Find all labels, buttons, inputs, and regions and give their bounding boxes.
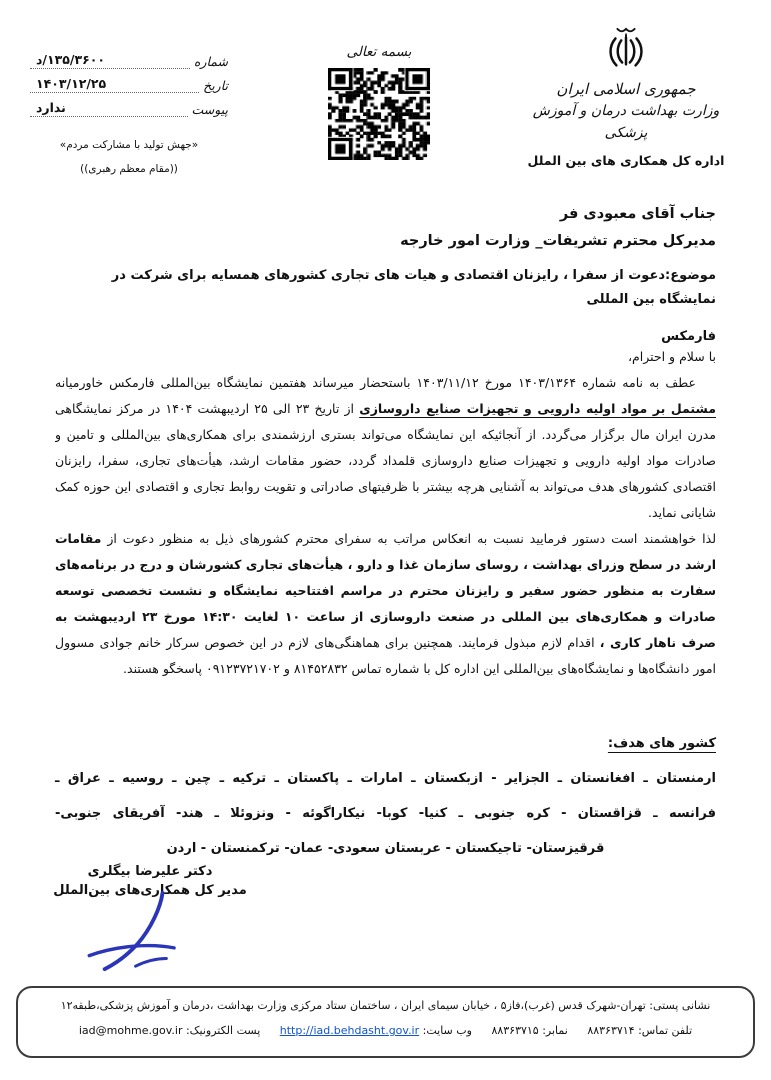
p1-text-before: عطف به نامه شماره ۱۴۰۳/۱۳۶۴ مورخ ۱۴۰۳/۱۱/۱۲ باستحضار میرساند هفتمین نمایشگاه بین‌المللی فارمکس خاورمیانه xyxy=(55,375,696,390)
p1-text-after: از تاریخ ۲۳ الی ۲۵ اردیبهشت ۱۴۰۴ در مرکز نمایشگاهی مدرن ایران مال برگزار می‌گردد. از آنجائیکه این نمایشگاه می‌تواند بستری ارزشمندی برای همکاری‌های بین‌المللی و تامین و صادرات مواد اولیه دارویی و تجهیزات صنایع داروسازی قلمداد گردد، حضور مقامات ارشد، هیأت‌های تجاری، سفرا، رایزنان اقتصادی کشورهای هدف می‌تواند به آشنایی هرچه بیشتر با ظرفیتهای صادراتی و تقویت روابط تجاری و اقتصادی این حوزه کمک شایانی نماید. xyxy=(55,401,716,520)
bismillah-text: بسمه تعالی xyxy=(346,44,412,60)
countries-line-2: فرانسه ـ قزاقستان - کره جنوبی ـ کنیا- کوبا- نیکاراگوئه - ونزوئلا ـ هند- آفریقای جنوبی- xyxy=(55,806,716,821)
footer-address-line xyxy=(38,993,733,1018)
address-label: نشانی پستی: xyxy=(649,999,711,1012)
header-center-block xyxy=(318,44,440,164)
paragraph-1 xyxy=(55,370,716,526)
address-value: تهران-شهرک قدس (غرب)،فاز۵ ، خیابان سیمای ایران ، ساختمان ستاد مرکزی وزارت بهداشت ،درمان و آموزش پزشکی،طبقه۱۲ xyxy=(60,999,646,1012)
year-slogan xyxy=(30,133,228,181)
org-name-office: اداره کل همکاری های بین الملل xyxy=(527,153,725,168)
p2-bold-text: مقامات ارشد در سطح وزرای بهداشت ، روسای سازمان غذا و دارو ، هیأت‌های تجاری کشورشان و درج در برنامه‌های سفارت به منظور حضور سفیر و رایزنان محترم در مراسم افتتاحیه نمایشگاه و نشست تخصصی توسعه صادرات و همکاری‌های بین المللی در صنعت داروسازی از ساعت ۱۰ لغایت ۱۴:۳۰ مورخ ۲۳ اردیبهشت به صرف ناهار کاری ، xyxy=(55,531,716,650)
fax-label: نمابر: xyxy=(542,1024,568,1037)
org-header-block xyxy=(517,26,735,168)
ref-number-value: ۱۳۵/۳۶۰۰/د xyxy=(30,52,190,69)
email-item xyxy=(79,1024,260,1037)
paragraph-2 xyxy=(55,526,716,682)
signer-title: مدیر کل همکاری‌های بین‌الملل xyxy=(53,883,247,898)
slogan-line1: «جهش تولید با مشارکت مردم» xyxy=(59,139,199,151)
p1-emphasized-text: مشتمل بر مواد اولیه دارویی و تجهیزات صنایع داروسازی xyxy=(359,401,716,416)
email-link[interactable]: iad@mohme.gov.ir xyxy=(78,1024,183,1037)
website-label: وب سایت: xyxy=(422,1024,472,1037)
reference-block xyxy=(30,52,228,181)
ref-attachment-row xyxy=(30,100,228,117)
ref-number-row xyxy=(30,52,228,69)
email-label: پست الکترونیک: xyxy=(185,1024,261,1037)
org-name-ministry: وزارت بهداشت درمان و آموزش پزشکی xyxy=(532,103,720,141)
website-link[interactable]: http://iad.behdasht.gov.ir xyxy=(279,1024,420,1037)
target-countries-block xyxy=(55,726,716,866)
phone-label: تلفن تماس: xyxy=(638,1024,693,1037)
target-countries-heading: کشور های هدف: xyxy=(607,736,716,751)
ref-date-label: تاریخ xyxy=(203,78,228,93)
p2-text-before: لذا خواهشمند است دستور فرمایید نسبت به انعکاس مراتب به سفرای محترم کشورهای ذیل به منظور دعوت از xyxy=(101,531,716,546)
fax-value: ۸۸۳۶۳۷۱۵ xyxy=(491,1024,539,1037)
ref-attachment-label: پیوست xyxy=(191,102,228,117)
org-name-republic: جمهوری اسلامی ایران xyxy=(556,80,696,98)
website-item xyxy=(280,1024,472,1037)
ref-date-row xyxy=(30,76,228,93)
signer-name: دکتر علیرضا بیگلری xyxy=(87,864,213,879)
footer-contact-line xyxy=(38,1018,733,1043)
p2-text-after: اقدام لازم مبذول فرمایند. همچنین برای هماهنگی‌های لازم در این خصوص سرکار خانم جوادی مسوول امور دانشگاه‌ها و نمایشگاه‌های بین‌المللی این اداره کل با شماره تماس ۸۱۴۵۲۸۳۲ و ۰۹۱۲۳۷۲۱۷۰۲ پاسخگو هستند. xyxy=(55,635,716,676)
signature-ink-icon xyxy=(75,890,225,972)
signature-block xyxy=(46,864,254,976)
countries-line-1: ارمنستان ـ افغانستان ـ الجزایر - ازبکستان ـ امارات ـ پاکستان ـ ترکیه ـ چین ـ روسیه ـ عراق ـ xyxy=(55,771,716,786)
ref-date-value: ۱۴۰۳/۱۲/۲۵ xyxy=(30,76,199,93)
letter-subject-continued: فارمکس xyxy=(661,329,716,344)
qr-code-icon xyxy=(328,68,430,160)
phone-item xyxy=(587,1024,692,1037)
phone-value: ۸۸۳۶۳۷۱۴ xyxy=(587,1024,635,1037)
ref-attachment-value: ندارد xyxy=(30,100,188,117)
ref-number-label: شماره xyxy=(193,54,228,69)
fax-item xyxy=(491,1024,567,1037)
recipient-title: مدیرکل محترم تشریفات_ وزارت امور خارجه xyxy=(400,233,716,249)
footer-contact-box xyxy=(16,986,755,1058)
letter-body xyxy=(55,344,716,726)
countries-line-3: قرقیزستان- تاجیکستان - عربستان سعودی- عمان- ترکمنستان - اردن xyxy=(166,841,605,856)
letter-subject: موضوع:دعوت از سفرا ، رایزنان اقتصادی و هیات های تجاری کشورهای همسایه برای شرکت در نمایشگاه بین المللی xyxy=(111,268,716,307)
recipient-block xyxy=(55,206,716,344)
slogan-line2: ((مقام معظم رهبری)) xyxy=(80,163,178,175)
iran-emblem-icon xyxy=(603,26,649,74)
recipient-name: جناب آقای معبودی فر xyxy=(559,206,716,222)
salutation: با سلام و احترام، xyxy=(627,349,716,364)
